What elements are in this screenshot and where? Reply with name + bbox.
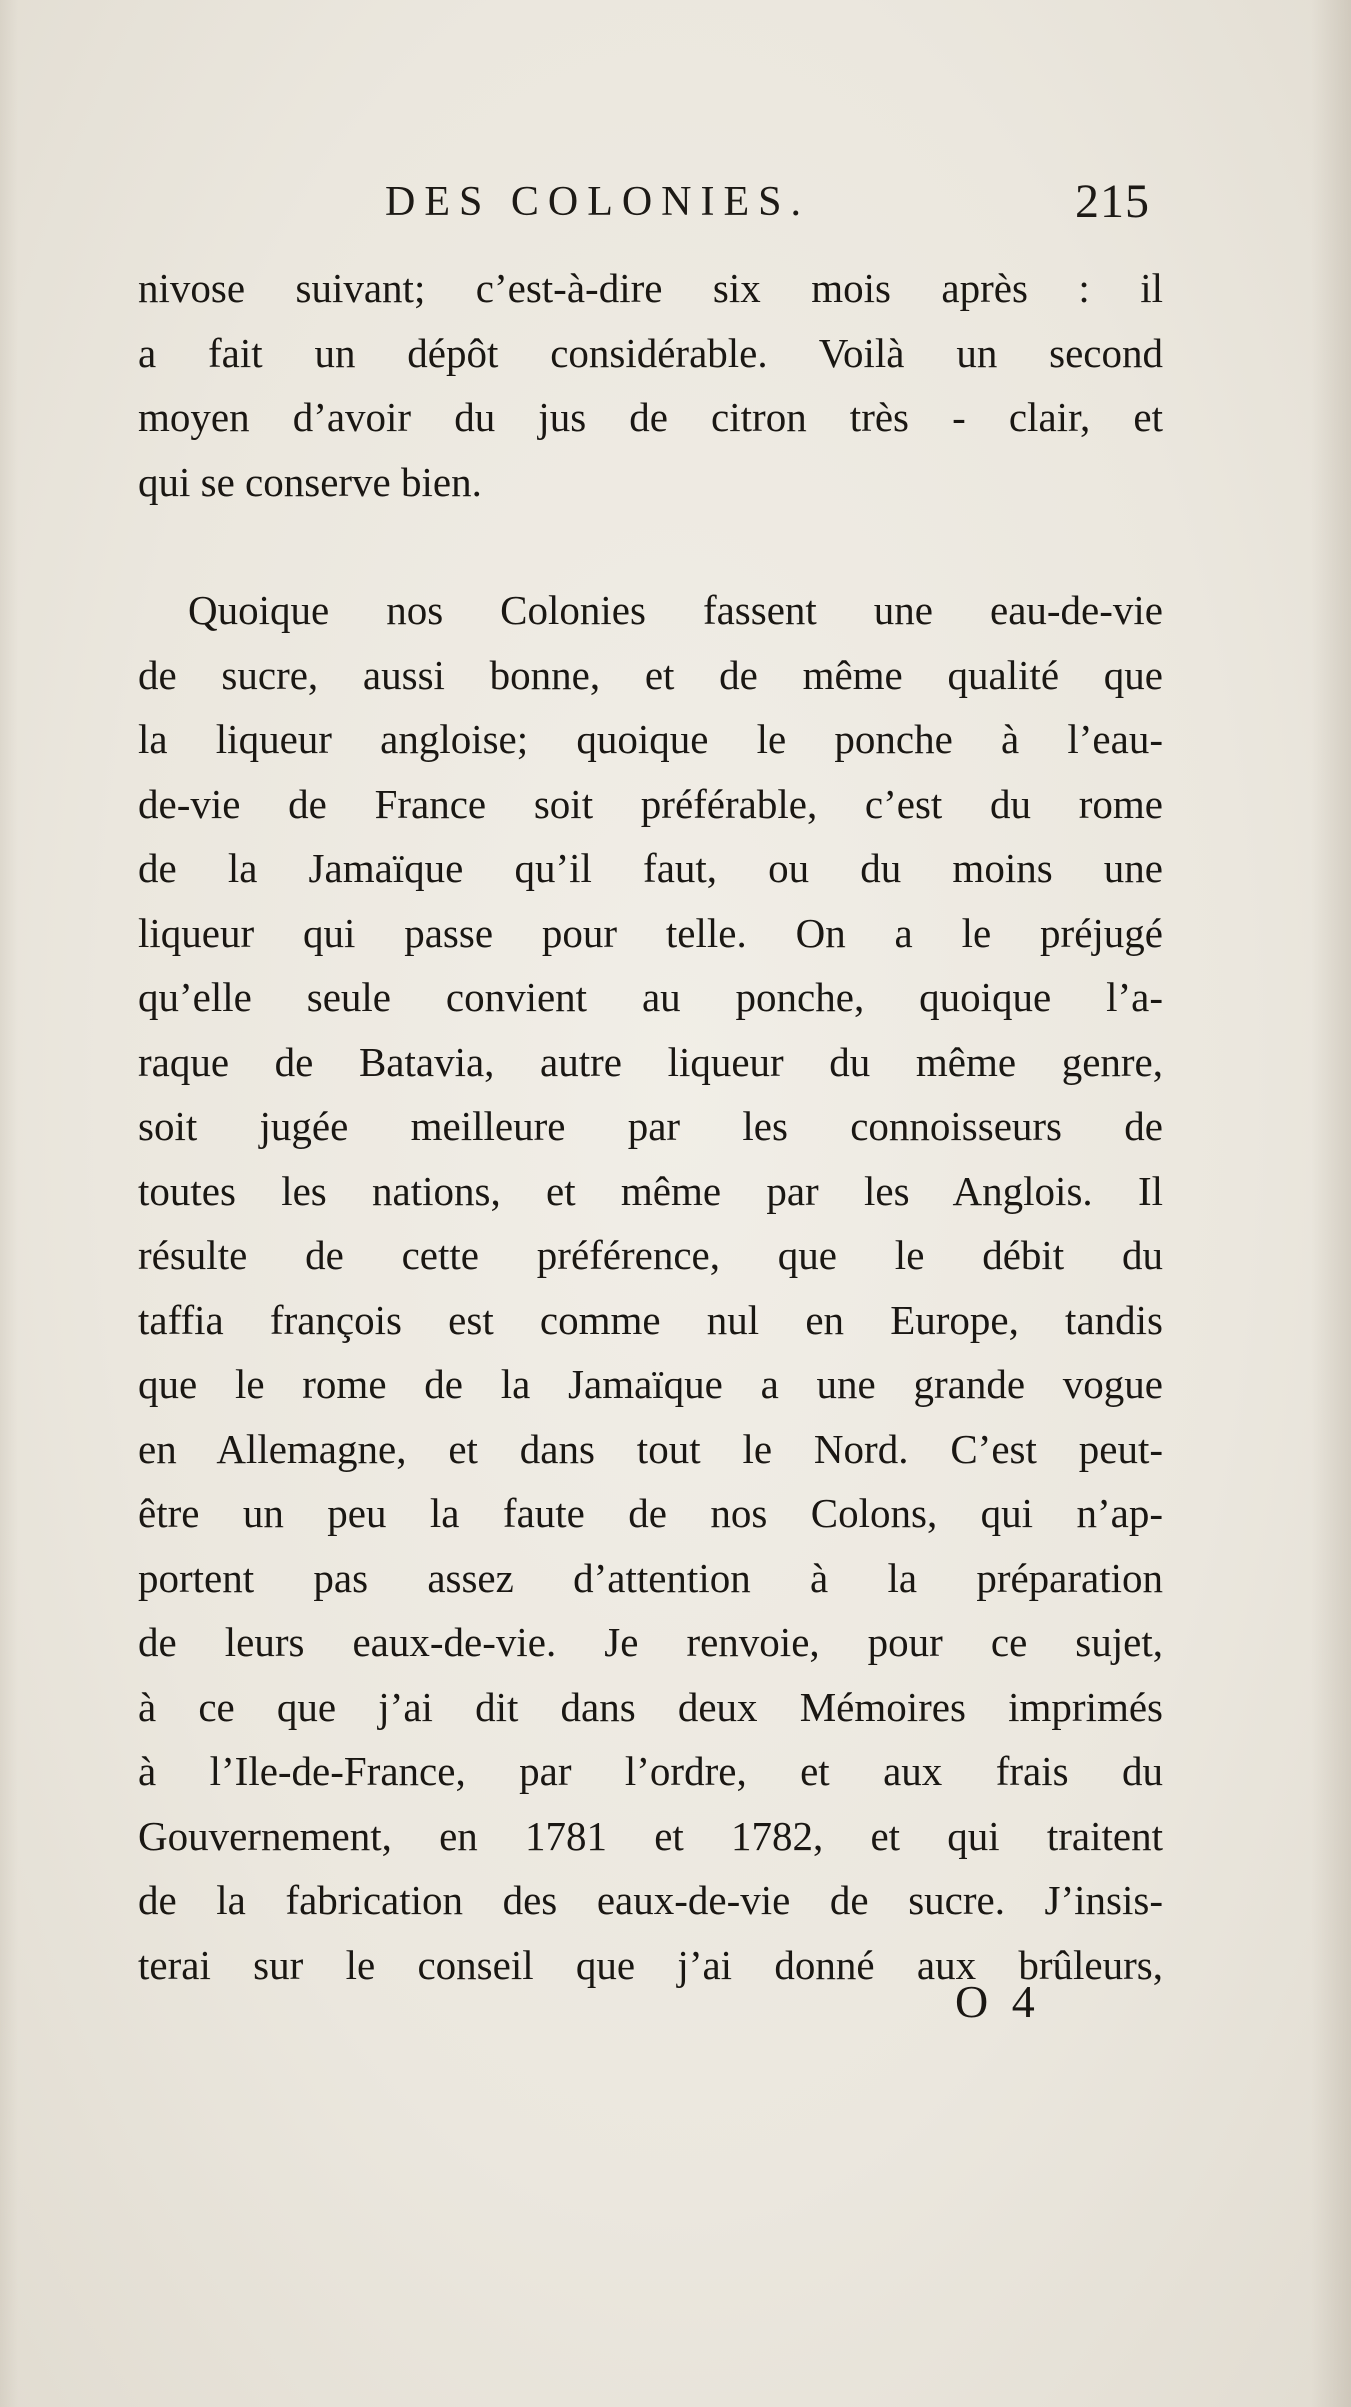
page-left-shadow	[0, 0, 18, 2407]
text-line: terai sur le conseil que j’ai donné aux brûleurs,	[138, 1941, 1163, 1988]
signature-mark: O 4	[955, 1976, 1041, 2027]
text-line: toutes les nations, et même par les Anglois. Il	[138, 1167, 1163, 1214]
running-head	[140, 170, 1160, 240]
text-line: de leurs eaux-de-vie. Je renvoie, pour ce sujet,	[138, 1619, 1163, 1665]
text-line: soit jugée meilleure par les connoisseurs de	[138, 1103, 1163, 1149]
text-line: de la fabrication des eaux-de-vie de sucre. J’insis-	[138, 1877, 1163, 1923]
text-line: être un peu la faute de nos Colons, qui n’ap-	[138, 1490, 1163, 1536]
paragraph-1	[138, 256, 1163, 514]
text-line: qui se conserve bien.	[138, 458, 482, 505]
text-line: à ce que j’ai dit dans deux Mémoires imprimés	[138, 1683, 1163, 1730]
page-number: 215	[1075, 175, 1150, 228]
text-line: liqueur qui passe pour telle. On a le préjugé	[138, 909, 1163, 956]
text-line: la liqueur angloise; quoique le ponche à l’eau-	[138, 716, 1163, 762]
text-line: a fait un dépôt considérable. Voilà un second	[138, 329, 1163, 376]
text-line: de la Jamaïque qu’il faut, ou du moins une	[138, 845, 1163, 891]
text-line: moyen d’avoir du jus de citron très - clair, et	[138, 394, 1163, 440]
text-line: raque de Batavia, autre liqueur du même genre,	[138, 1038, 1163, 1085]
text-line: en Allemagne, et dans tout le Nord. C’est peut-	[138, 1425, 1163, 1472]
paragraph-gap	[138, 514, 1163, 578]
text-line: Quoique nos Colonies fassent une eau-de-vie	[188, 587, 1163, 633]
text-line: portent pas assez d’attention à la préparation	[138, 1554, 1163, 1601]
text-line: nivose suivant; c’est-à-dire six mois après : il	[138, 265, 1163, 311]
text-line: de sucre, aussi bonne, et de même qualité que	[138, 651, 1163, 698]
text-line: de-vie de France soit préférable, c’est du rome	[138, 780, 1163, 827]
body-text	[138, 256, 1163, 1997]
page-right-shadow	[1311, 0, 1351, 2407]
text-line: qu’elle seule convient au ponche, quoique l’a-	[138, 974, 1163, 1020]
text-line: taffia françois est comme nul en Europe, tandis	[138, 1296, 1163, 1343]
running-title: DES COLONIES.	[385, 179, 811, 225]
text-line: que le rome de la Jamaïque a une grande vogue	[138, 1361, 1163, 1407]
text-line: résulte de cette préférence, que le débit du	[138, 1232, 1163, 1278]
paragraph-2	[138, 578, 1163, 1997]
text-line: à l’Ile-de-France, par l’ordre, et aux frais du	[138, 1748, 1163, 1794]
text-line: Gouvernement, en 1781 et 1782, et qui traitent	[138, 1812, 1163, 1859]
